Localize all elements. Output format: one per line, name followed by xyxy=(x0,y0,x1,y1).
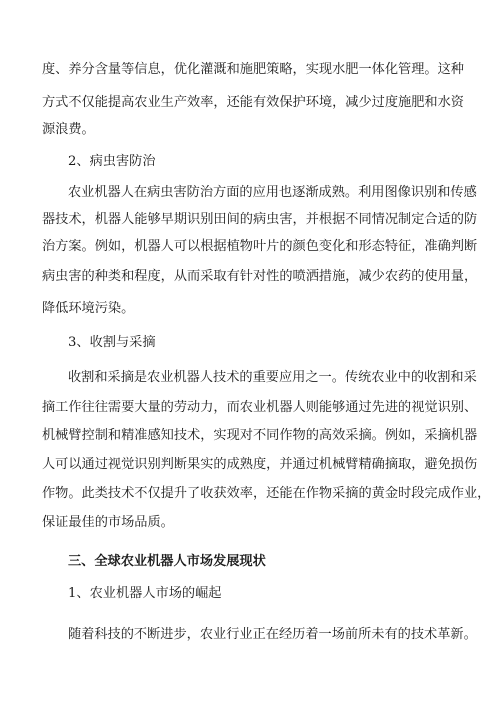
section-heading: 三、全球农业机器人市场发展现状 xyxy=(68,554,266,569)
paragraph-line: 源浪费。 xyxy=(42,122,95,137)
subsection-heading: 3、收割与采摘 xyxy=(68,335,156,350)
paragraph-line: 随着科技的不断进步，农业行业正在经历着一场前所未有的技术革新。 xyxy=(68,627,477,642)
paragraph-line: 人可以通过视觉识别判断果实的成熟度，并通过机械臂精确摘取，避免损伤 xyxy=(42,457,478,472)
paragraph-line: 作物。此类技术不仅提升了收获效率，还能在作物采摘的黄金时段完成作业， xyxy=(42,486,491,501)
paragraph-line: 方式不仅能提高农业生产效率，还能有效保护环境，减少过度施肥和水资 xyxy=(42,95,464,110)
paragraph-line: 机械臂控制和精准感知技术，实现对不同作物的高效采摘。例如，采摘机器 xyxy=(42,428,478,443)
subsection-heading: 1、农业机器人市场的崛起 xyxy=(68,586,222,601)
paragraph-line: 病虫害的种类和程度，从而采取有针对性的喷洒措施，减少农药的使用量， xyxy=(42,269,478,284)
paragraph-line: 器技术，机器人能够早期识别田间的病虫害，并根据不同情况制定合适的防 xyxy=(42,212,478,227)
paragraph-line: 保证最佳的市场品质。 xyxy=(42,515,174,530)
paragraph-line: 度、养分含量等信息，优化灌溉和施肥策略，实现水肥一体化管理。这种 xyxy=(42,62,464,77)
paragraph-line: 农业机器人在病虫害防治方面的应用也逐渐成熟。利用图像识别和传感 xyxy=(68,185,477,200)
paragraph-line: 摘工作往往需要大量的劳动力，而农业机器人则能够通过先进的视觉识别、 xyxy=(42,400,478,415)
subsection-heading: 2、病虫害防治 xyxy=(68,154,156,169)
paragraph-line: 降低环境污染。 xyxy=(42,301,135,316)
paragraph-line: 收割和采摘是农业机器人技术的重要应用之一。传统农业中的收割和采 xyxy=(68,370,477,385)
paragraph-line: 治方案。例如，机器人可以根据植物叶片的颜色变化和形态特征，准确判断 xyxy=(42,239,478,254)
